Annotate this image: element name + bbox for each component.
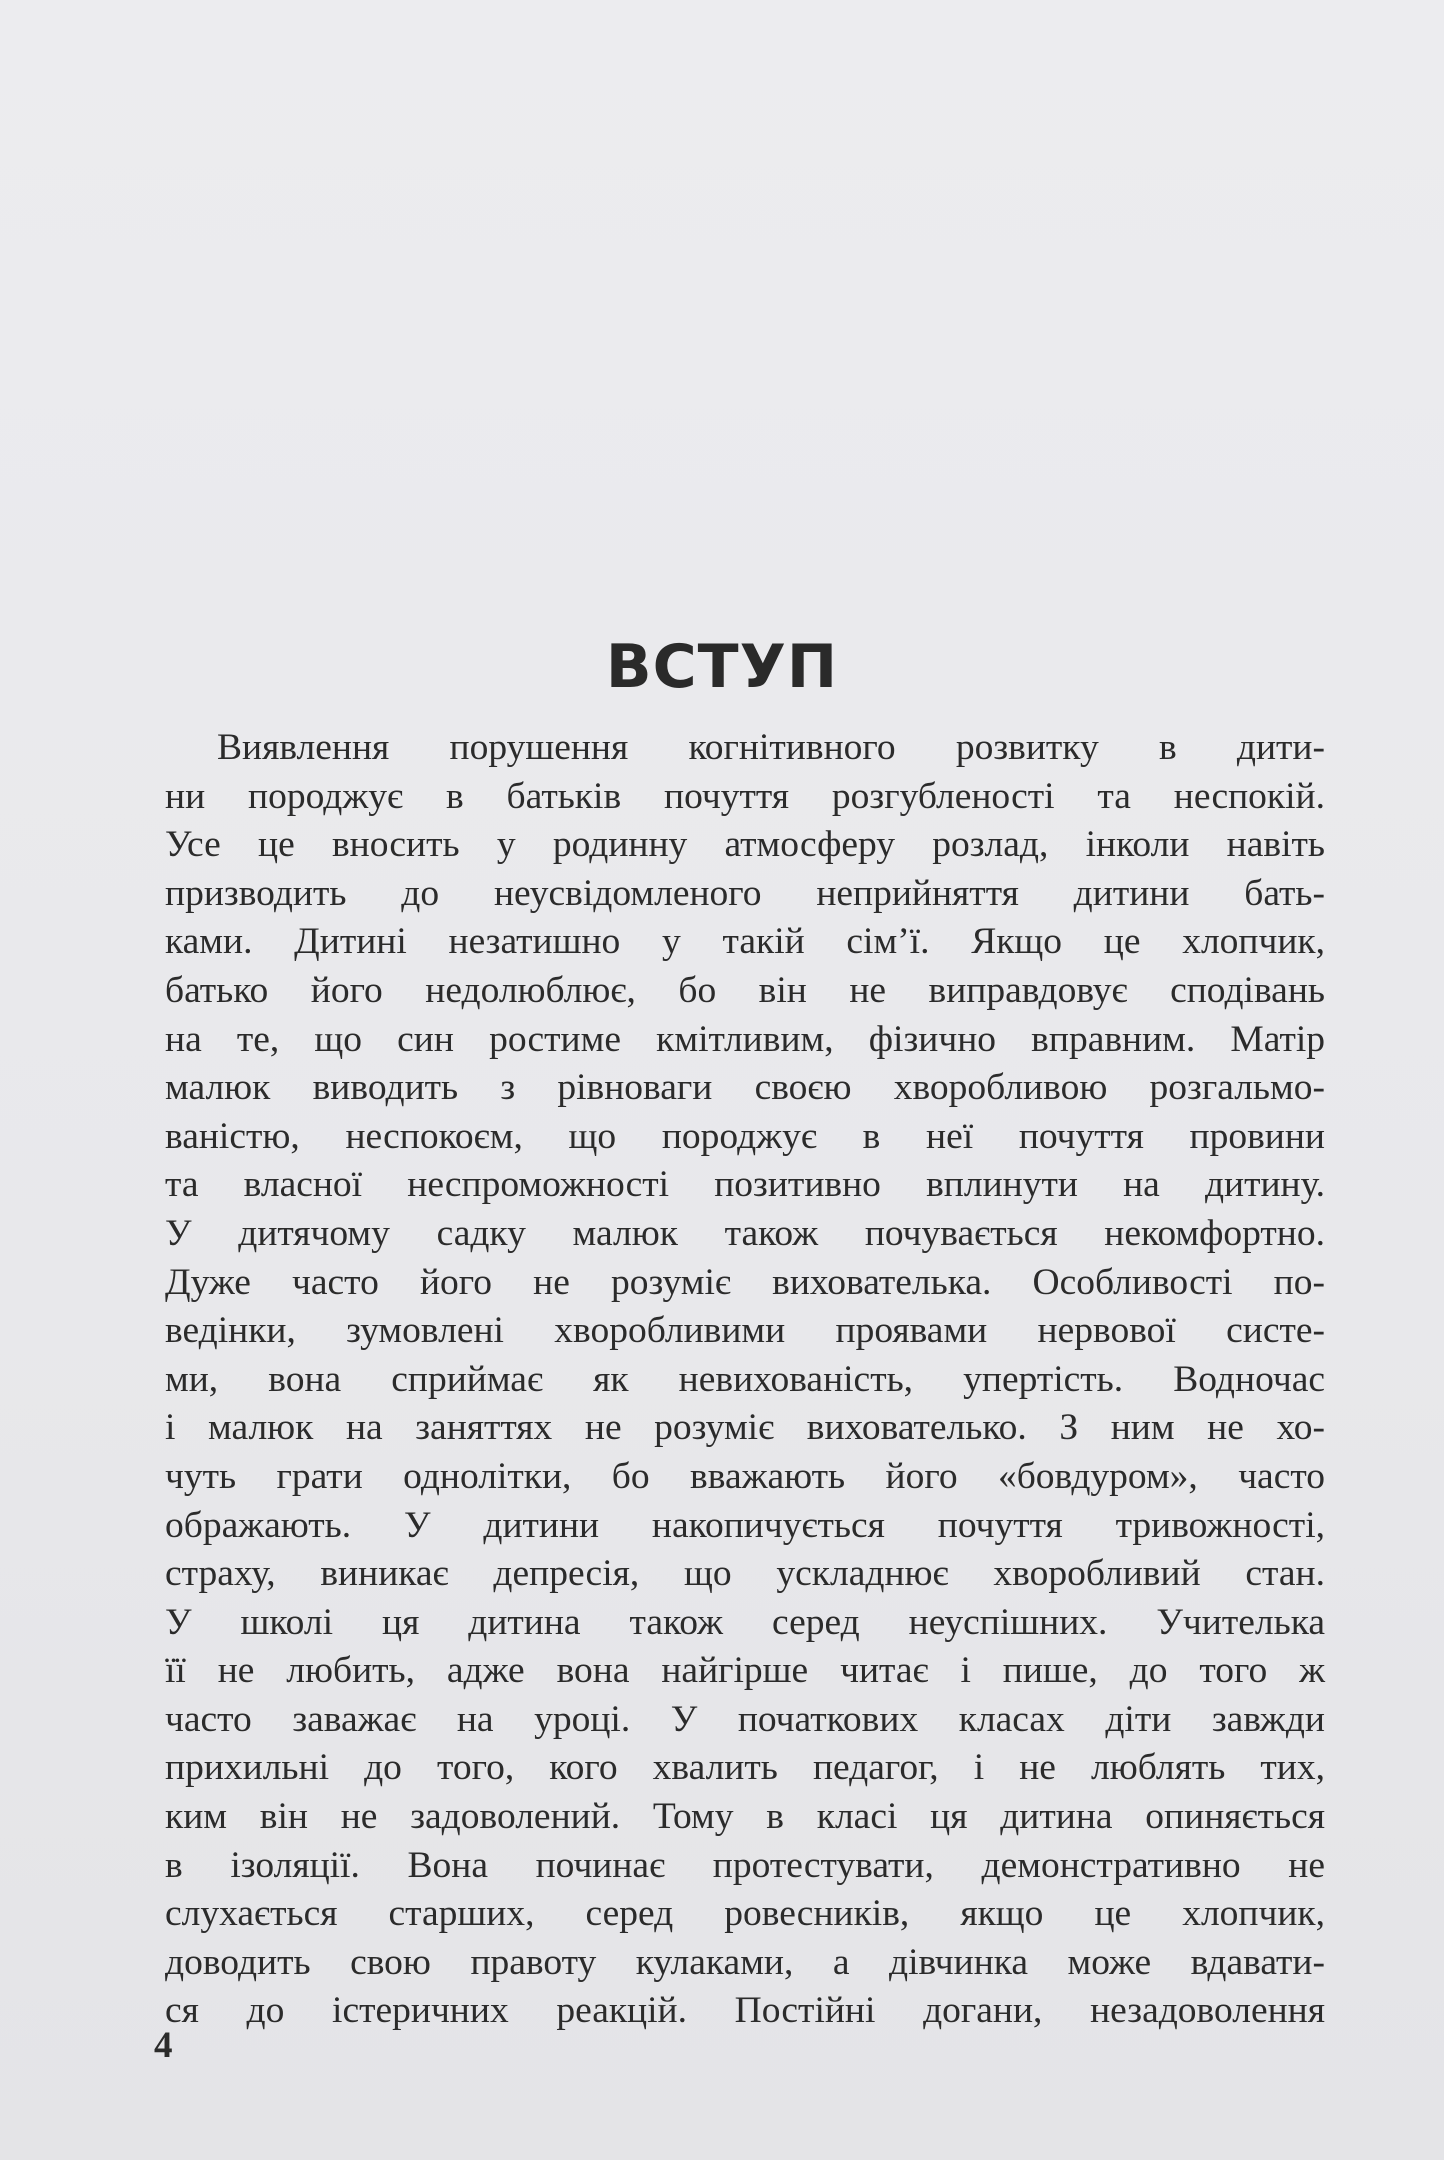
text-line: доводить свою правоту кулаками, а дівчинка може вдавати-	[165, 1941, 1325, 1983]
text-line: ведінки, зумовлені хворобливими проявами нервової систе-	[165, 1310, 1325, 1352]
text-line: часто заважає на уроці. У початкових класах діти завжди	[165, 1698, 1325, 1740]
text-line: малюк виводить з рівноваги своєю хворобливою розгальмо-	[165, 1067, 1325, 1109]
text-line: ками. Дитині незатишно у такій сім’ї. Якщо це хлопчик,	[165, 921, 1325, 963]
page-number: 4	[154, 2025, 173, 2066]
text-line: У дитячому садку малюк також почувається некомфортно.	[165, 1212, 1325, 1254]
text-line: ким він не задоволений. Тому в класі ця дитина опиняється	[165, 1796, 1325, 1838]
text-line: батько його недолюблює, бо він не виправдовує сподівань	[165, 969, 1325, 1011]
text-line: Дуже часто його не розуміє вихователька. Особливості по-	[165, 1261, 1325, 1303]
text-line: її не любить, адже вона найгірше читає і пише, до того ж	[165, 1650, 1325, 1692]
text-line: ся до істеричних реакцій. Постійні догани, незадоволення	[165, 1990, 1325, 2032]
text-line: та власної неспроможності позитивно вплинути на дитину.	[165, 1164, 1325, 1206]
body-text	[165, 724, 1325, 2036]
text-line: і малюк на заняттях не розуміє вихователько. З ним не хо-	[165, 1407, 1325, 1449]
text-line: ображають. У дитини накопичується почуття тривожності,	[165, 1504, 1325, 1546]
text-line: У школі ця дитина також серед неуспішних. Учителька	[165, 1601, 1325, 1643]
text-line: ни породжує в батьків почуття розгубленості та неспокій.	[165, 775, 1325, 817]
text-line: призводить до неусвідомленого неприйняття дитини бать-	[165, 872, 1325, 914]
text-line: в ізоляції. Вона починає протестувати, демонстративно не	[165, 1844, 1325, 1886]
text-line: на те, що син ростиме кмітливим, фізично вправним. Матір	[165, 1018, 1325, 1060]
text-line: прихильні до того, кого хвалить педагог, і не люблять тих,	[165, 1747, 1325, 1789]
text-line: Усе це вносить у родинну атмосферу розлад, інколи навіть	[165, 824, 1325, 866]
text-line: Виявлення порушення когнітивного розвитку в дити-	[217, 727, 1325, 768]
text-line: слухається старших, серед ровесників, якщо це хлопчик,	[165, 1893, 1325, 1935]
text-line: ми, вона сприймає як невихованість, упертість. Водночас	[165, 1358, 1325, 1400]
text-line: ваністю, неспокоєм, що породжує в неї почуття провини	[165, 1115, 1325, 1157]
text-line: чуть грати однолітки, бо вважають його «бовдуром», часто	[165, 1455, 1325, 1497]
chapter-heading: ВСТУП	[605, 632, 839, 702]
text-line: страху, виникає депресія, що ускладнює хворобливий стан.	[165, 1553, 1325, 1595]
